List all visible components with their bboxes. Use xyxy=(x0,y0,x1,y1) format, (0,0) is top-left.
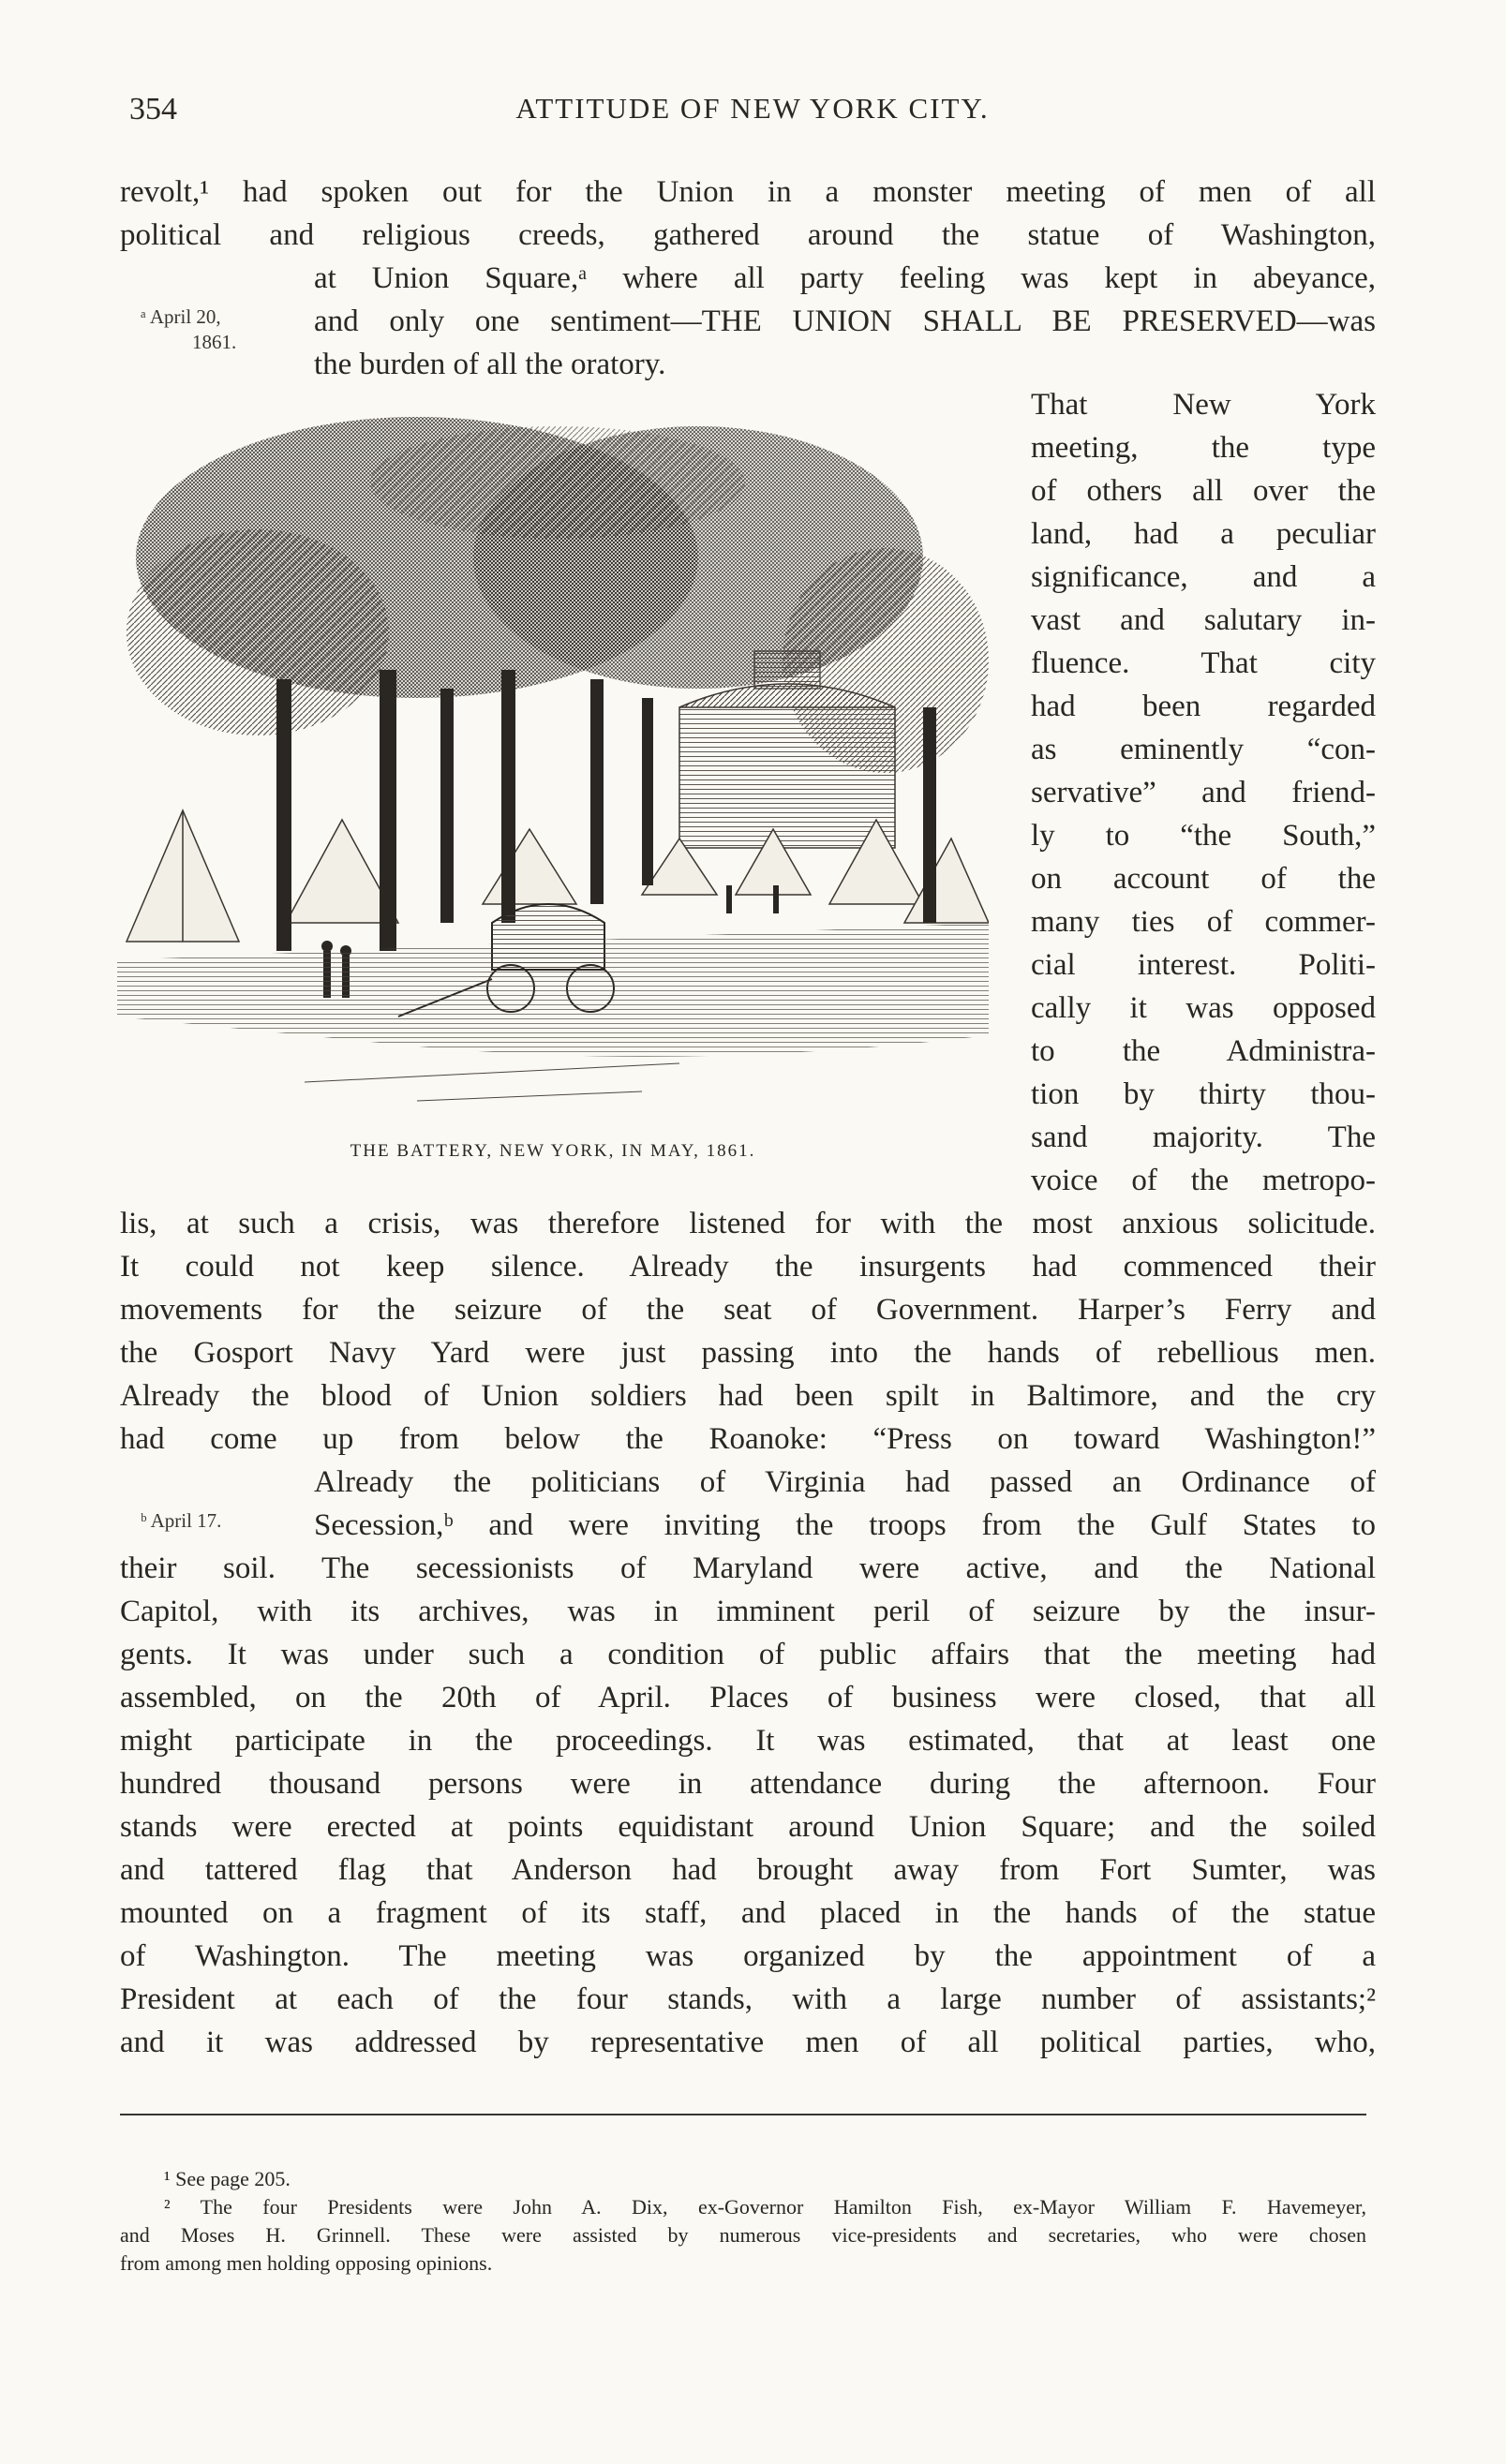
body-line: stands were erected at points equidistant around Union Square; and the soiled xyxy=(120,1810,1376,1844)
body-line: had come up from below the Roanoke: “Press on toward Washington!” xyxy=(120,1422,1376,1456)
footnote-divider xyxy=(120,2114,1366,2115)
body-line: servative” and friend- xyxy=(1031,776,1376,809)
footnote: ¹ See page 205. xyxy=(164,2167,291,2190)
body-line: meeting, the type xyxy=(1031,431,1376,465)
body-line: of Washington. The meeting was organized by the appointment of a xyxy=(120,1939,1376,1973)
body-line: political and religious creeds, gathered around the statue of Washington, xyxy=(120,218,1376,252)
body-line: significance, and a xyxy=(1031,560,1376,594)
body-line: movements for the seizure of the seat of Government. Harper’s Ferry and xyxy=(120,1293,1376,1327)
running-head: ATTITUDE OF NEW YORK CITY. xyxy=(515,92,990,125)
body-line: vast and salutary in- xyxy=(1031,603,1376,637)
body-line: the Gosport Navy Yard were just passing into the hands of rebellious men. xyxy=(120,1336,1376,1370)
margin-note-date: ᵃ April 20, xyxy=(141,305,221,328)
body-line: Already the blood of Union soldiers had been spilt in Baltimore, and the cry xyxy=(120,1379,1376,1413)
body-line: tion by thirty thou- xyxy=(1031,1077,1376,1111)
body-line xyxy=(314,303,1376,340)
page-header xyxy=(129,92,1376,139)
body-line: on account of the xyxy=(1031,862,1376,896)
body-line: the burden of all the oratory. xyxy=(314,348,666,381)
body-line: That New York xyxy=(1031,388,1376,422)
body-line: and tattered flag that Anderson had brought away from Fort Sumter, was xyxy=(120,1853,1376,1887)
body-line-text: and only one sentiment—THE UNION SHALL BE PRESERVED—was xyxy=(314,304,1376,338)
body-line: Capitol, with its archives, was in imminent peril of seizure by the insur- xyxy=(120,1595,1376,1628)
illustration-caption: THE BATTERY, NEW YORK, IN MAY, 1861. xyxy=(350,1141,756,1161)
body-line: fluence. That city xyxy=(1031,646,1376,680)
body-line: Secession,ᵇ and were inviting the troops from the Gulf States to xyxy=(314,1508,1376,1542)
body-line: many ties of commer- xyxy=(1031,905,1376,939)
body-line: at Union Square,ᵃ where all party feeling was kept in abeyance, xyxy=(314,261,1376,295)
body-line: hundred thousand persons were in attendance during the afternoon. Four xyxy=(120,1767,1376,1801)
body-line: of others all over the xyxy=(1031,474,1376,508)
body-line: It could not keep silence. Already the insurgents had commenced their xyxy=(120,1250,1376,1284)
body-line: sand majority. The xyxy=(1031,1121,1376,1154)
body-line: cial interest. Politi- xyxy=(1031,948,1376,982)
body-line: Already the politicians of Virginia had passed an Ordinance of xyxy=(314,1465,1376,1499)
body-line: mounted on a fragment of its staff, and placed in the hands of the statue xyxy=(120,1896,1376,1930)
footnote: and Moses H. Grinnell. These were assisted by numerous vice-presidents and secretaries, who were chosen xyxy=(120,2223,1366,2247)
body-line: gents. It was under such a condition of public affairs that the meeting had xyxy=(120,1638,1376,1671)
body-line: might participate in the proceedings. It was estimated, that at least one xyxy=(120,1724,1376,1758)
footnote: from among men holding opposing opinions. xyxy=(120,2251,493,2275)
body-line: voice of the metropo- xyxy=(1031,1164,1376,1197)
body-line: to the Administra- xyxy=(1031,1034,1376,1068)
body-line: lis, at such a crisis, was therefore listened for with the most anxious solicitude. xyxy=(120,1207,1376,1240)
body-line: had been regarded xyxy=(1031,690,1376,723)
page-number: 354 xyxy=(129,92,177,126)
body-line: as eminently “con- xyxy=(1031,733,1376,766)
body-line: President at each of the four stands, with a large number of assistants;² xyxy=(120,1982,1376,2016)
body-line: ly to “the South,” xyxy=(1031,819,1376,853)
ground-hatching xyxy=(117,923,989,1101)
body-line: assembled, on the 20th of April. Places of business were closed, that all xyxy=(120,1681,1376,1714)
body-line: and it was addressed by representative men of all political parties, who, xyxy=(120,2026,1376,2059)
body-line: revolt,¹ had spoken out for the Union in a monster meeting of men of all xyxy=(120,175,1376,209)
body-line: land, had a peculiar xyxy=(1031,517,1376,551)
body-line: cally it was opposed xyxy=(1031,991,1376,1025)
margin-note-date: ᵇ April 17. xyxy=(141,1509,222,1532)
battery-engraving xyxy=(117,398,989,1138)
footnote: ² The four Presidents were John A. Dix, ex-Governor Hamilton Fish, ex-Mayor William F. Havemeyer, xyxy=(164,2195,1366,2219)
margin-note-year: 1861. xyxy=(192,331,237,353)
body-line: their soil. The secessionists of Maryland were active, and the National xyxy=(120,1551,1376,1585)
